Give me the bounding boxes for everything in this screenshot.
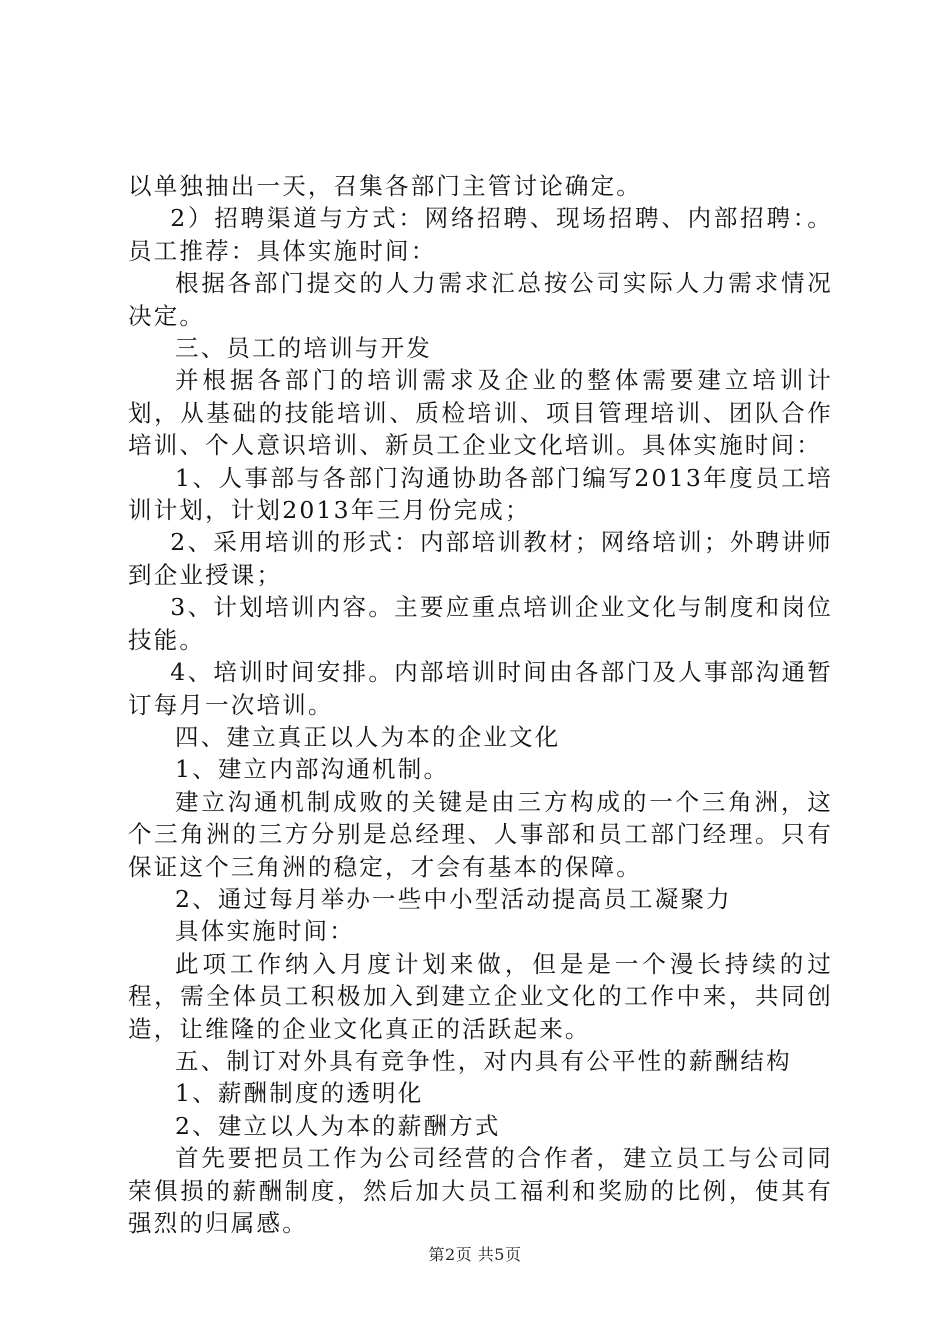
- paragraph-12: 具体实施时间：: [175, 917, 355, 946]
- paragraph-9: 1、建立内部沟通机制。: [175, 755, 450, 784]
- paragraph-15: 2、建立以人为本的薪酬方式: [175, 1111, 501, 1140]
- paragraph-1: 以单独抽出一天，召集各部门主管讨论确定。: [128, 172, 642, 200]
- paragraph-13: 此项工作纳入月度计划来做，但是是一个漫长持续的过程，需全体员工积极加入到建立企业文化的工作中来，共同创造，让维隆的企业文化真正的活跃起来。: [128, 949, 833, 1043]
- paragraph-5: 1、人事部与各部门沟通协助各部门编写2013年度员工培训计划，计划2013年三月份完成；: [128, 463, 833, 525]
- paragraph-10: 建立沟通机制成败的关键是由三方构成的一个三角洲，这个三角洲的三方分别是总经理、人事部和员工部门经理。只有保证这个三角洲的稳定，才会有基本的保障。: [128, 787, 833, 881]
- paragraph-4: 并根据各部门的培训需求及企业的整体需要建立培训计划，从基础的技能培训、质检培训、项目管理培训、团队合作培训、个人意识培训、新员工企业文化培训。具体实施时间：: [128, 366, 833, 460]
- document-body: [128, 170, 833, 1239]
- paragraph-3: 根据各部门提交的人力需求汇总按公司实际人力需求情况决定。: [128, 269, 833, 330]
- paragraph-8: 4、培训时间安排。内部培训时间由各部门及人事部沟通暂订每月一次培训。: [128, 658, 833, 719]
- paragraph-7: 3、计划培训内容。主要应重点培训企业文化与制度和岗位技能。: [128, 593, 833, 654]
- paragraph-16: 首先要把员工作为公司经营的合作者，建立员工与公司同荣俱损的薪酬制度，然后加大员工福利和奖励的比例，使其有强烈的归属感。: [128, 1144, 833, 1237]
- page-footer: 第2页 共5页: [428, 1245, 522, 1264]
- section-heading-3: 三、员工的培训与开发: [175, 334, 432, 363]
- section-heading-4: 四、建立真正以人为本的企业文化: [175, 722, 561, 751]
- paragraph-11: 2、通过每月举办一些中小型活动提高员工凝聚力: [175, 884, 732, 913]
- section-heading-5: 五、制订对外具有竞争性，对内具有公平性的薪酬结构: [175, 1046, 792, 1075]
- paragraph-14: 1、薪酬制度的透明化: [175, 1079, 424, 1108]
- paragraph-2: 2）招聘渠道与方式：网络招聘、现场招聘、内部招聘：。员工推荐：具体实施时间：: [128, 204, 833, 265]
- paragraph-6: 2、采用培训的形式：内部培训教材；网络培训；外聘讲师到企业授课；: [128, 528, 833, 589]
